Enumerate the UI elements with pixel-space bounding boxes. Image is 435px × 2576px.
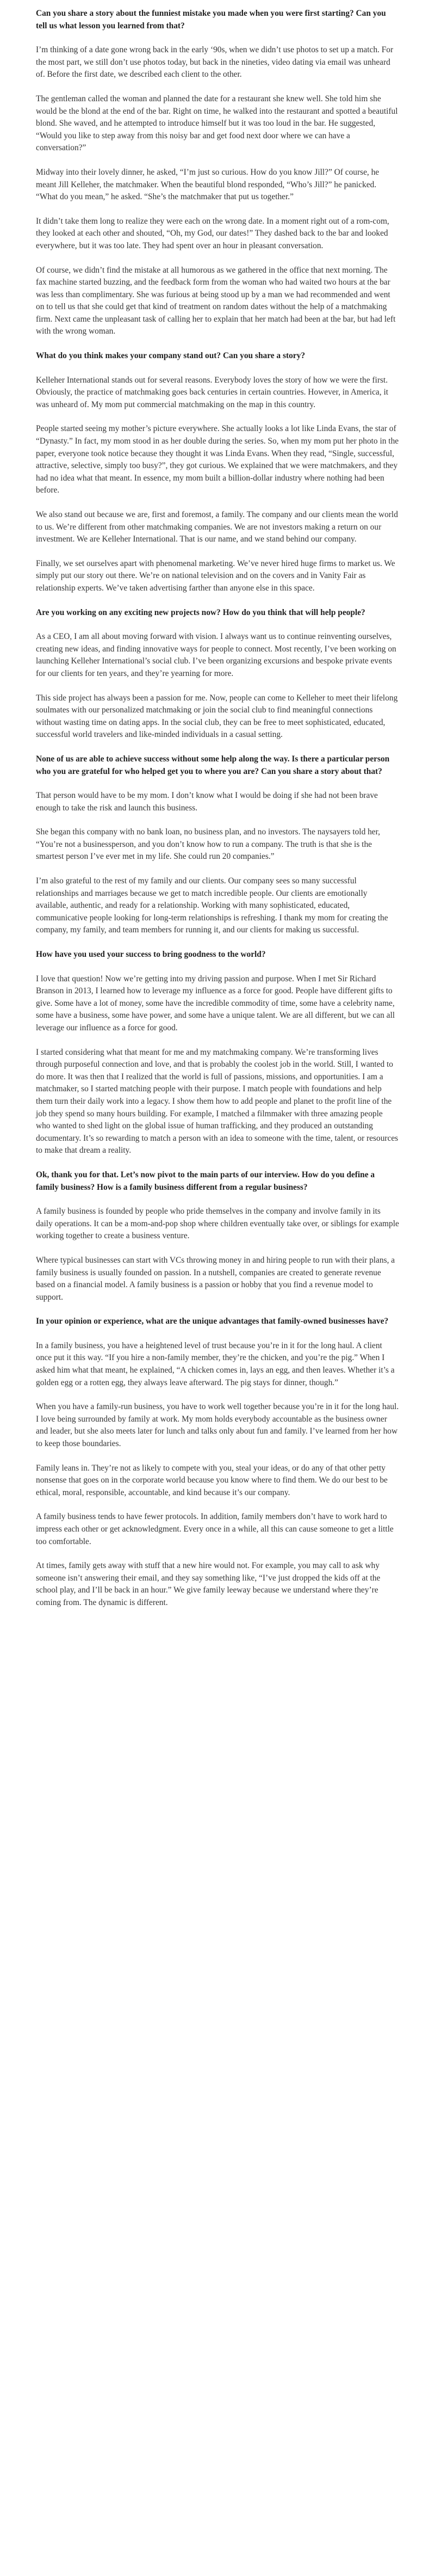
interview-answer: Of course, we didn’t find the mistake at all humorous as we gathered in the office that next morning. The fax machine started buzzing, and the feedback form from the woman who had waited two hours at the bar was less than complimentary. She was furious at being stood up by a man we had recommended and went on to tell us that she could get that kind of treatment on random dates without the help of a matchmaking firm. Next came the unpleasant task of calling her to explain that her match had been at the bar, but had left with the wrong woman. — [36, 265, 396, 336]
interview-answer: That person would have to be my mom. I don’t know what I would be doing if she had not been brave enough to take the risk and launch this business. — [36, 791, 378, 813]
interview-answer: I started considering what that meant for me and my matchmaking company. We’re transforming lives through purposeful connection and love, and that is probably the coolest job in the world. Still, I wanted to do more. It was then that I realized that the world is full of passions, missions, and opportunities. I am a matchmaker, so I started matching people with their purpose. I match people with foundations and help them turn their daily work into a legacy. I show them how to add people and planet to the profit line of the job they spend so many hours building. For example, I matched a filmmaker with three amazing people who wanted to shed light on the global issue of human trafficking, and they produced an outstanding documentary. It’s so rewarding to match a person with an idea to someone with the time, talent, or resources to make that dream a reality. — [36, 1047, 399, 1155]
interview-answer: In a family business, you have a heightened level of trust because you’re in it for the long haul. A client once put it this way. “If you hire a non-family member, they’re the chicken, and you’re the pig.” When I asked him what that meant, he explained, “A chicken comes in, lays an egg, and then leaves. Whether it’s a golden egg or a rotten egg, they always leave afterward. The pig stays for dinner, though.” — [36, 1341, 395, 1387]
interview-answer: I love that question! Now we’re getting into my driving passion and purpose. When I met Sir Richard Branson in 2013, I learned how to leverage my influence as a force for good. People have different gifts to give. Some have a lot of money, some have the incredible commodity of time, some have a celebrity name, some have a business, some have power, and some have a unique talent. We are all different, but we can all leverage our influence as a force for good. — [36, 974, 395, 1032]
interview-answer: We also stand out because we are, first and foremost, a family. The company and our clients mean the world to us. We’re different from other matchmaking companies. We are not investors making a return on our investment. We are Kelleher International. That is our name, and we stand behind our company. — [36, 510, 398, 544]
interview-answer: She began this company with no bank loan, no business plan, and no investors. The naysayers told her, “You’re not a businessperson, and you don’t know how to run a company. The truth is that she is the smartest person I’ve ever met in my life. She could run 20 companies.” — [36, 827, 380, 862]
interview-answer: A family business tends to have fewer protocols. In addition, family members don’t have to work hard to impress each other or get acknowledgment. Every once in a while, all this can cause someone to get a little too comfortable. — [36, 1512, 394, 1546]
interview-answer: I’m thinking of a date gone wrong back in the early ‘90s, when we didn’t use photos to set up a match. For the most part, we still don’t use photos today, but back in the nineties, video dating via email was unheard of. Before the first date, we described each client to the other. — [36, 45, 394, 79]
interview-answer: The gentleman called the woman and planned the date for a restaurant she knew well. She told him she would be the blond at the end of the bar. Right on time, he walked into the restaurant and spotted a beautiful blond. She waved, and he attempted to introduce himself but it was too loud in the bar. He suggested, “Would you like to step away from this noisy bar and get food next door where we can have a conversation?” — [36, 94, 398, 153]
interview-answer: Finally, we set ourselves apart with phenomenal marketing. We’ve never hired huge firms to market us. We simply put our story out there. We’re on national television and on the covers and in Vanity Fair as relationship experts. We’ve taken advertising farther than anyone else in this space. — [36, 558, 395, 593]
interview-answer: Midway into their lovely dinner, he asked, “I’m just so curious. How do you know Jill?” Of course, he meant Jill Kelleher, the matchmaker. When the beautiful blond responded, “Who’s Jill?” he panicked. “What do you mean,” he asked. “She’s the matchmaker that put us together.” — [36, 167, 380, 202]
interview-answer: Kelleher International stands out for several reasons. Everybody loves the story of how we were the first. Obviously, the practice of matchmaking goes back centuries in certain countries. However, in America, it was unheard of. My mom put commercial matchmaking on the map in this country. — [36, 375, 388, 409]
interview-answer: I’m also grateful to the rest of my family and our clients. Our company sees so many successful relationships and marriages because we get to match incredible people. Our clients are emotionally available, authentic, and ready for a relationship. Working with many sophisticated, educated, communicative people looking for long-term relationships is refreshing. I thank my mom for creating the company, my family, and team members for running it, and our clients for making us successful. — [36, 876, 388, 935]
interview-answer: This side project has always been a passion for me. Now, people can come to Kelleher to meet their lifelong soulmates with our personalized matchmaking or join the social club to find meaningful connections without wasting time on dating apps. In the social club, they can be free to meet sophisticated, educated, successful world travelers and like-minded individuals in a casual setting. — [36, 693, 398, 740]
interview-answer: At times, family gets away with stuff that a new hire would not. For example, you may call to ask why someone isn’t answering their email, and they say something like, “I’ve just dropped the kids off at the school play, and I’ll be back in an hour.” We give family leeway because we understand where they’re coming from. The dynamic is different. — [36, 1561, 381, 1607]
interview-answer: It didn’t take them long to realize they were each on the wrong date. In a moment right out of a rom-com, they looked at each other and shouted, “Oh, my God, our dates!” They dashed back to the bar and looked everywhere, but it was too late. They had spent over an hour in pleasant conversation. — [36, 216, 389, 250]
interview-question: How have you used your success to bring goodness to the world? — [36, 950, 266, 960]
interview-answer: Family leans in. They’re not as likely to compete with you, steal your ideas, or do any of that other petty nonsense that goes on in the corporate world because you know where to find them. We do our best to be ethical, moral, responsible, accountable, and kind because it’s our company. — [36, 1463, 388, 1497]
interview-question: None of us are able to achieve success without some help along the way. Is there a particular person who you are grateful for who helped get you to where you are? Can you share a story about that? — [36, 754, 390, 776]
interview-answer: People started seeing my mother’s picture everywhere. She actually looks a lot like Linda Evans, the star of “Dynasty.” In fact, my mom stood in as her double during the series. So, when my mom put her photo in the paper, everyone took notice because they thought it was Linda Evans. When they read, “Single, successful, attractive, selective, simply too busy?”, they got curious. We explained that we were matchmakers, and they had no idea what that meant. In essence, my mom built a billion-dollar industry where nothing had been before. — [36, 424, 399, 495]
interview-question: In your opinion or experience, what are the unique advantages that family-owned businesses have? — [36, 1317, 389, 1326]
interview-question: Can you share a story about the funniest mistake you made when you were first starting? Can you tell us what lesson you learned from that? — [36, 9, 386, 30]
interview-question: What do you think makes your company stand out? Can you share a story? — [36, 351, 306, 361]
interview-question: Ok, thank you for that. Let’s now pivot to the main parts of our interview. How do you define a family business? How is a family business different from a regular business? — [36, 1170, 375, 1192]
interview-question: Are you working on any exciting new projects now? How do you think that will help people? — [36, 607, 365, 617]
interview-answer: Where typical businesses can start with VCs throwing money in and hiring people to run with their plans, a family business is usually founded on passion. In a nutshell, companies are created to generate revenue based on a financial model. A family business is a passion or hobby that you find a revenue model to support. — [36, 1255, 395, 1302]
interview-answer: As a CEO, I am all about moving forward with vision. I always want us to continue reinventing ourselves, creating new ideas, and finding innovative ways for people to connect. Most recently, I’ve been working on launching Kelleher International’s social club. I’ve been organizing excursions and bespoke private events for our clients for ten years, and they’re yearning for more. — [36, 632, 396, 678]
interview-answer: A family business is founded by people who pride themselves in the company and involve family in its daily operations. It can be a mom-and-pop shop where children eventually take over, or siblings for example working together to create a business venture. — [36, 1207, 399, 1241]
interview-answer: When you have a family-run business, you have to work well together because you’re in it for the long haul. I love being surrounded by family at work. My mom holds everybody accountable as the business owner and leader, but she also meets later for lunch and talks only about fun and family. I’ve learned from her how to keep those boundaries. — [36, 1402, 399, 1449]
